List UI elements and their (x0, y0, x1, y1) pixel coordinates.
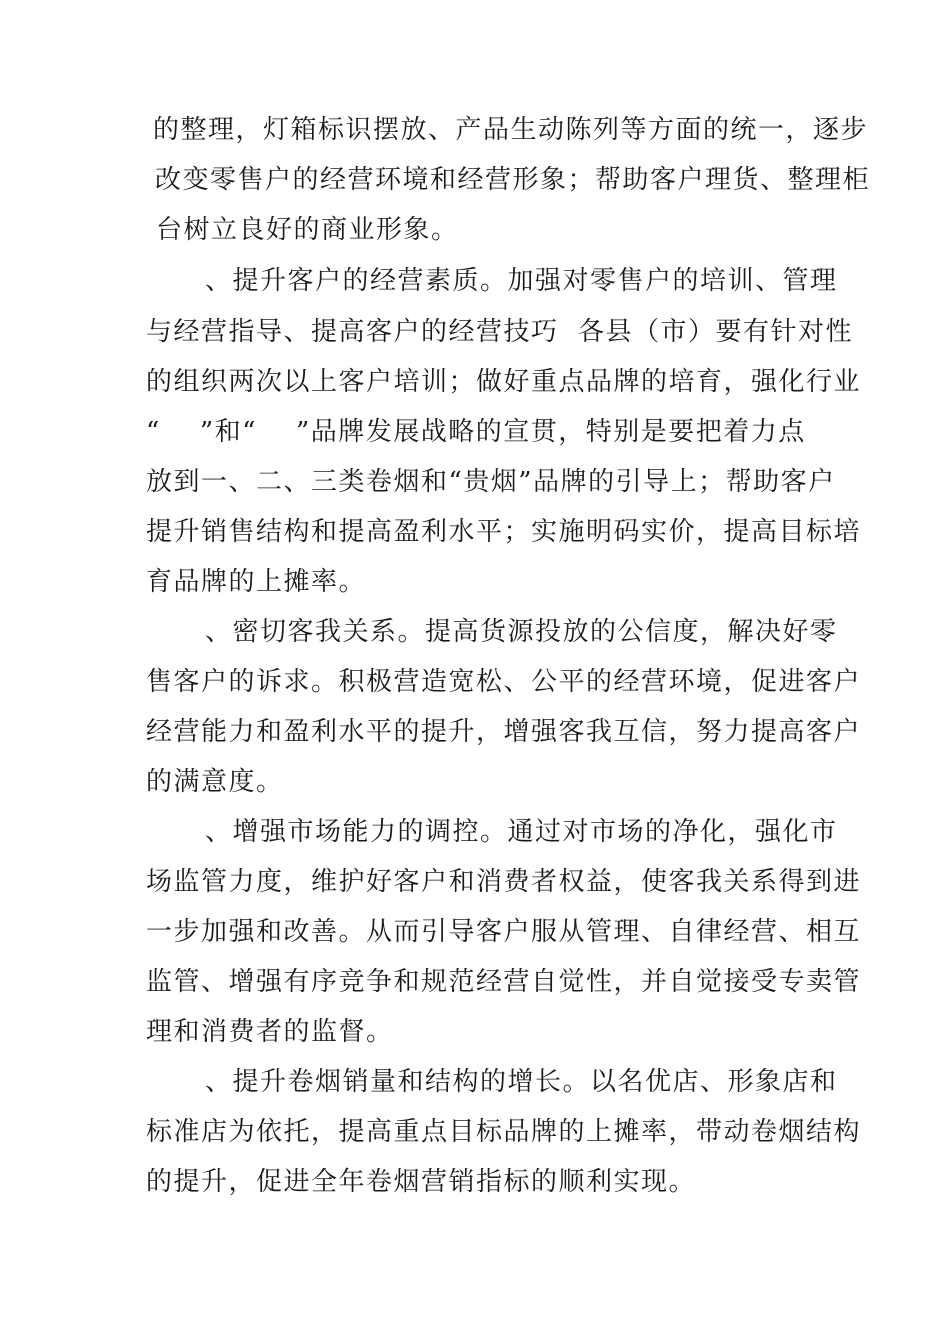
paragraph-line: 监管、增强有序竞争和规范经营自觉性，并自觉接受专卖管 (146, 967, 862, 997)
paragraph-line: 台树立良好的商业形象。 (156, 215, 459, 245)
paragraph-line: “ ”和“ ”品牌发展战略的宣贯，特别是要把着力点 (146, 417, 806, 447)
paragraph-line: 一步加强和改善。从而引导客户服从管理、自律经营、相互 (146, 917, 862, 947)
paragraph-line: 的组织两次以上客户培训；做好重点品牌的培育，强化行业 (146, 367, 862, 397)
paragraph-line: 、增强市场能力的调控。通过对市场的净化，强化市 (205, 817, 838, 847)
paragraph-line: 标准店为依托，提高重点目标品牌的上摊率，带动卷烟结构 (146, 1117, 862, 1147)
paragraph-line: 的整理，灯箱标识摆放、产品生动陈列等方面的统一，逐步 (153, 115, 869, 145)
paragraph-line: 改变零售户的经营环境和经营形象；帮助客户理货、整理柜 (155, 165, 871, 195)
paragraph-line: 的满意度。 (146, 767, 284, 797)
paragraph-line: 与经营指导、提高客户的经营技巧 各县（市）要有针对性 (146, 317, 854, 347)
paragraph-line: 提升销售结构和提高盈利水平；实施明码实价，提高目标培 (146, 517, 862, 547)
paragraph-line: 、提升卷烟销量和结构的增长。以名优店、形象店和 (205, 1067, 838, 1097)
paragraph-line: 经营能力和盈利水平的提升，增强客我互信，努力提高客户 (146, 717, 862, 747)
paragraph-line: 、密切客我关系。提高货源投放的公信度，解决好零 (205, 617, 838, 647)
paragraph-line: 放到一、二、三类卷烟和“贵烟”品牌的引导上；帮助客户 (146, 467, 836, 497)
paragraph-line: 售客户的诉求。积极营造宽松、公平的经营环境，促进客户 (146, 667, 862, 697)
paragraph-line: 、提升客户的经营素质。加强对零售户的培训、管理 (205, 266, 838, 296)
paragraph-line: 育品牌的上摊率。 (146, 567, 367, 597)
paragraph-line: 的提升，促进全年卷烟营销指标的顺利实现。 (146, 1167, 697, 1197)
paragraph-line: 场监管力度，维护好客户和消费者权益，使客我关系得到进 (146, 867, 862, 897)
paragraph-line: 理和消费者的监督。 (146, 1017, 394, 1047)
